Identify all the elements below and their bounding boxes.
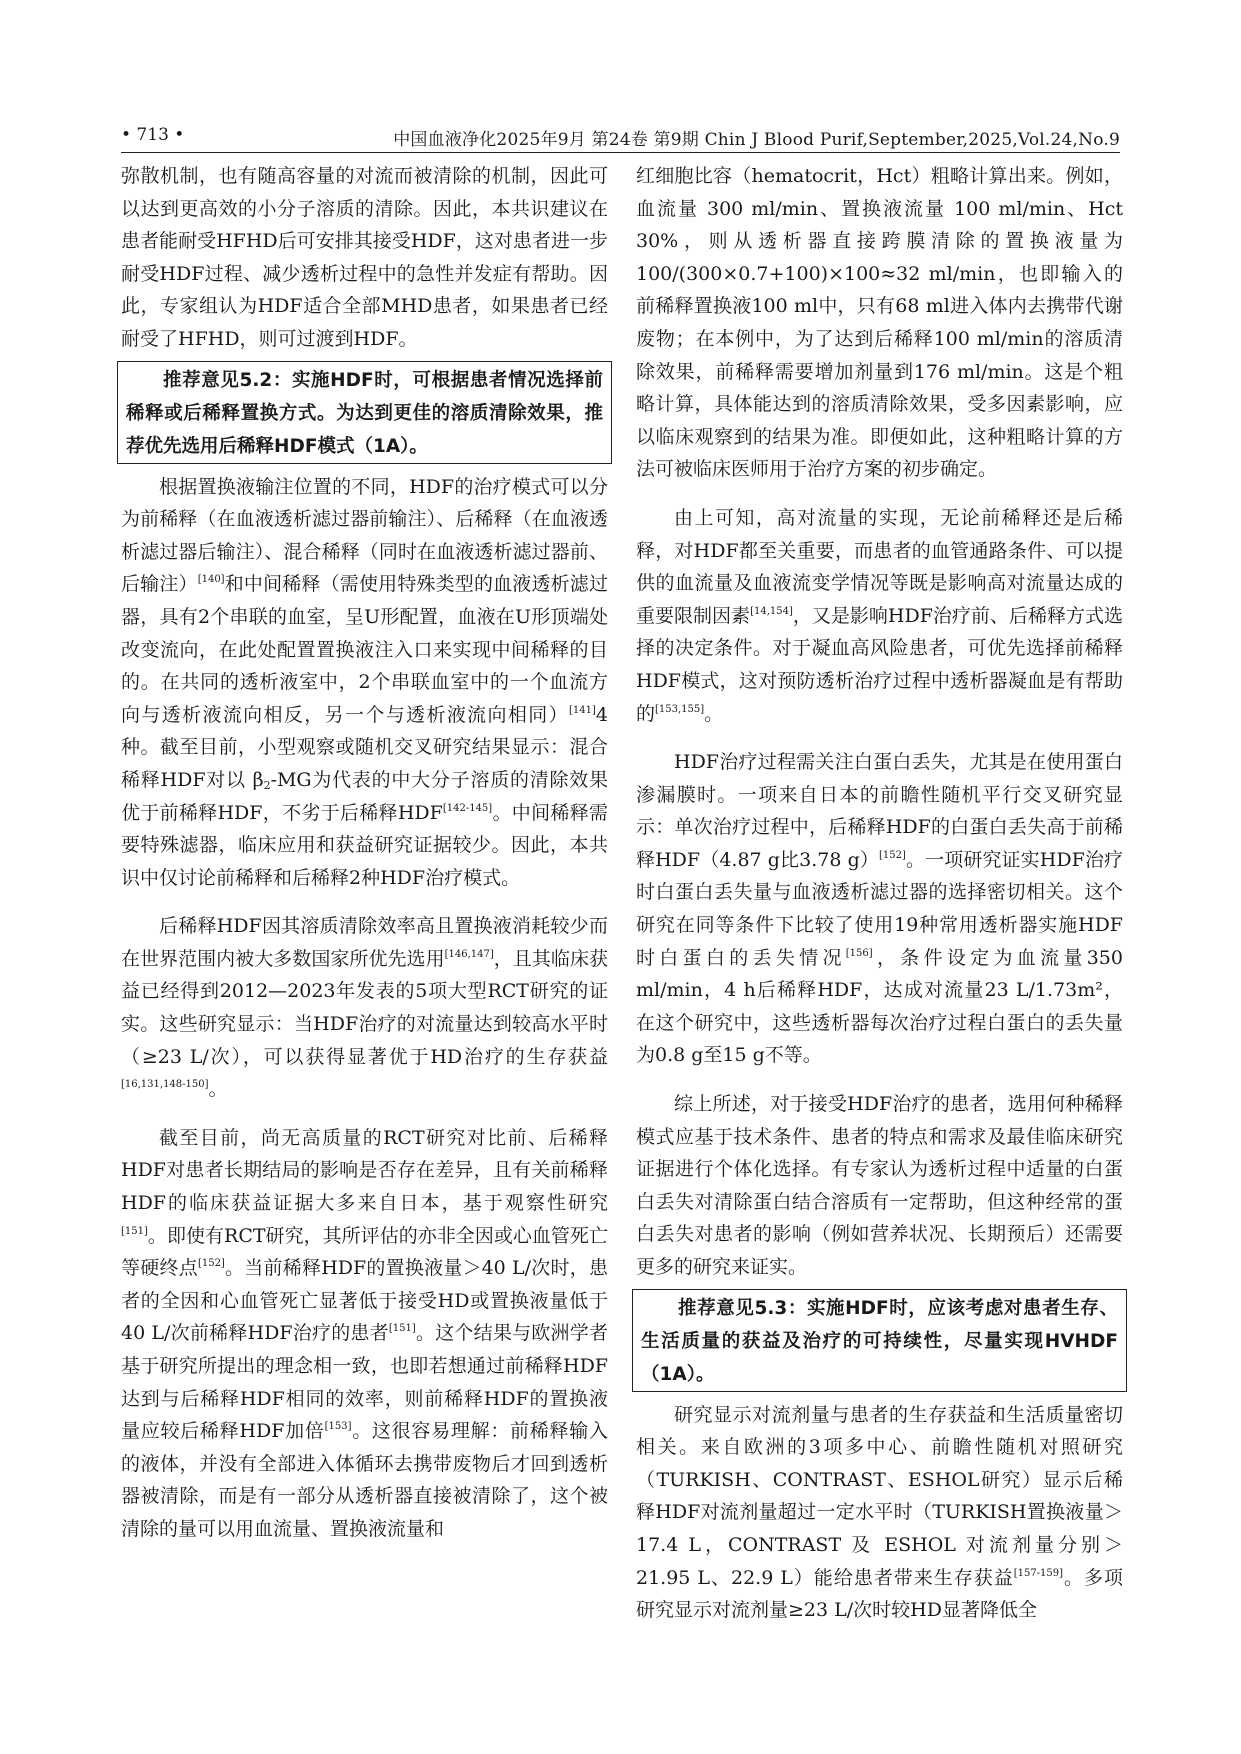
citation: [141] bbox=[569, 704, 596, 716]
citation: [156] bbox=[845, 947, 873, 959]
paragraph: 红细胞比容（hematocrit，Hct）粗略计算出来。例如，血流量 300 ml/min、置换液流量 100 ml/min、Hct 30%，则从透析器直接跨膜清除的置换液量为100/(300×0.7+100)×100≈32 ml/min，也即输入的前稀释置换液100 ml中，只有68 ml进入体内去携带代谢废物；在本例中，为了达到后稀释100 ml/min的溶质清除效果，前稀释需要增加剂量到176 ml/min。这是个粗略计算，具体能达到的溶质清除效果，受多因素影响，应以临床观察到的结果为准。即便如此，这种粗略计算的方法可被临床医师用于治疗方案的初步确定。 bbox=[636, 165, 1123, 481]
citation: [153,155] bbox=[655, 703, 705, 715]
paragraph: 弥散机制，也有随高容量的对流而被清除的机制，因此可以达到更高效的小分子溶质的清除。因此，本共识建议在患者能耐受HFHD后可安排其接受HDF，这对患者进一步耐受HDF过程、减少透析过程中的急性并发症有帮助。因此，专家组认为HDF适合全部MHD患者，如果患者已经耐受了HFHD，则可过渡到HDF。 bbox=[121, 165, 608, 350]
paragraph: HDF治疗过程需关注白蛋白丢失，尤其是在使用蛋白渗漏膜时。一项来自日本的前瞻性随机平行交叉研究显示：单次治疗过程中，后稀释HDF的白蛋白丢失高于前稀释HDF（4.87 g比3.78 g）[152]。一项研究证实HDF治疗时白蛋白丢失量与血液透析滤过器的选择密切相关。这个研究在同等条件下比较了使用19种常用透析器实施HDF时白蛋白的丢失情况[156]，条件设定为血流量350 ml/min，4 h后稀释HDF，达成对流量23 L/1.73m²，在这个研究中，这些透析器每次治疗过程白蛋白的丢失量为0.8 g至15 g不等。 bbox=[636, 751, 1123, 1067]
citation: [16,131,148-150] bbox=[121, 1079, 209, 1091]
citation: [151] bbox=[388, 1323, 416, 1335]
running-header bbox=[121, 122, 1120, 153]
citation: [152] bbox=[879, 849, 906, 861]
recommendation-5-3: 推荐意见5.3：实施HDF时，应该考虑对患者生存、生活质量的获益及治疗的可持续性，尽量实现HVHDF（1A）。 bbox=[632, 1289, 1127, 1392]
paragraph: 研究显示对流剂量与患者的生存获益和生活质量密切相关。来自欧洲的3项多中心、前瞻性随机对照研究（TURKISH、CONTRAST、ESHOL研究）显示后稀释HDF对流剂量超过一定水平时（TURKISH置换液量＞17.4 L，CONTRAST 及 ESHOL 对流剂量分别＞21.95 L、22.9 L）能给患者带来生存获益[157-159]。多项研究显示对流剂量≥23 L/次时较HD显著降低全 bbox=[636, 1403, 1123, 1622]
citation: [146,147] bbox=[444, 948, 494, 960]
paragraph: 由上可知，高对流量的实现，无论前稀释还是后稀释，对HDF都至关重要，而患者的血管通路条件、可以提供的血流量及血液流变学情况等既是影响高对流量达成的重要限制因素[14,154]，又是影响HDF治疗前、后稀释方式选择的决定条件。对于凝血高风险患者，可优先选择前稀释HDF模式，这对预防透析治疗过程中透析器凝血是有帮助的[153,155]。 bbox=[636, 506, 1123, 725]
right-column bbox=[636, 160, 1123, 1627]
citation: [157-159] bbox=[1013, 1567, 1064, 1579]
citation: [140] bbox=[197, 574, 225, 586]
paragraph: 后稀释HDF因其溶质清除效率高且置换液消耗较少而在世界范围内被大多数国家所优先选用[146,147]，且其临床获益已经得到2012—2023年发表的5项大型RCT研究的证实。这些研究显示：当HDF治疗的对流量达到较高水平时（≥23 L/次），可以获得显著优于HD治疗的生存获益[16,131,148-150]。 bbox=[121, 915, 608, 1101]
citation: [151] bbox=[121, 1225, 148, 1237]
citation: [152] bbox=[197, 1258, 225, 1270]
citation: [14,154] bbox=[750, 605, 793, 617]
citation: [142-145] bbox=[442, 802, 493, 814]
left-column bbox=[121, 160, 608, 1546]
paragraph: 根据置换液输注位置的不同，HDF的治疗模式可以分为前稀释（在血液透析滤过器前输注）、后稀释（在血液透析滤过器后输注）、混合稀释（同时在血液透析滤过器前、后输注）[140]和中间稀释（需使用特殊类型的血液透析滤过器，具有2个串联的血室，呈U形配置，血液在U形顶端处改变流向，在此处配置置换液注入口来实现中间稀释的目的。在共同的透析液室中，2个串联血室中的一个血流方向与透析液流向相反，另一个与透析液流向相同）[141]4种。截至目前，小型观察或随机交叉研究结果显示：混合稀释HDF对以 $\beta_2-MG$为代表的中大分子溶质的清除效果优于前稀释HDF，不劣于后稀释HDF[142-145]。中间稀释需要特殊滤器，临床应用和获益研究证据较少。因此，本共识中仅讨论前稀释和后稀释2种HDF治疗模式。 bbox=[121, 475, 608, 889]
journal-citation: 中国血液净化2025年9月 第24卷 第9期 Chin J Blood Purif,September,2025,Vol.24,No.9 bbox=[393, 130, 1120, 150]
recommendation-5-2: 推荐意见5.2：实施HDF时，可根据患者情况选择前稀释或后稀释置换方式。为达到更佳的溶质清除效果，推荐优先选用后稀释HDF模式（1A）。 bbox=[117, 361, 612, 464]
paragraph: 截至目前，尚无高质量的RCT研究对比前、后稀释HDF对患者长期结局的影响是否存在差异，且有关前稀释HDF的临床获益证据大多来自日本，基于观察性研究[151]。即使有RCT研究，其所评估的亦非全因或心血管死亡等硬终点[152]。当前稀释HDF的置换液量＞40 L/次时，患者的全因和心血管死亡显著低于接受HD或置换液量低于40 L/次前稀释HDF治疗的患者[151]。这个结果与欧洲学者基于研究所提出的理念相一致，也即若想通过前稀释HDF达到与后稀释HDF相同的效率，则前稀释HDF的置换液量应较后稀释HDF加倍[153]。这很容易理解：前稀释输入的液体，并没有全部进入体循环去携带废物后才回到透析器被清除，而是有一部分从透析器直接被清除了，这个被清除的量可以用血流量、置换液流量和 bbox=[121, 1126, 608, 1540]
page-number: • 713 • bbox=[121, 125, 185, 145]
citation: [153] bbox=[324, 1421, 352, 1433]
paragraph: 综上所述，对于接受HDF治疗的患者，选用何种稀释模式应基于技术条件、患者的特点和需求及最佳临床研究证据进行个体化选择。有专家认为透析过程中适量的白蛋白丢失对清除蛋白结合溶质有一定帮助，但这种经常的蛋白丢失对患者的影响（例如营养状况、长期预后）还需要更多的研究来证实。 bbox=[636, 1093, 1123, 1278]
